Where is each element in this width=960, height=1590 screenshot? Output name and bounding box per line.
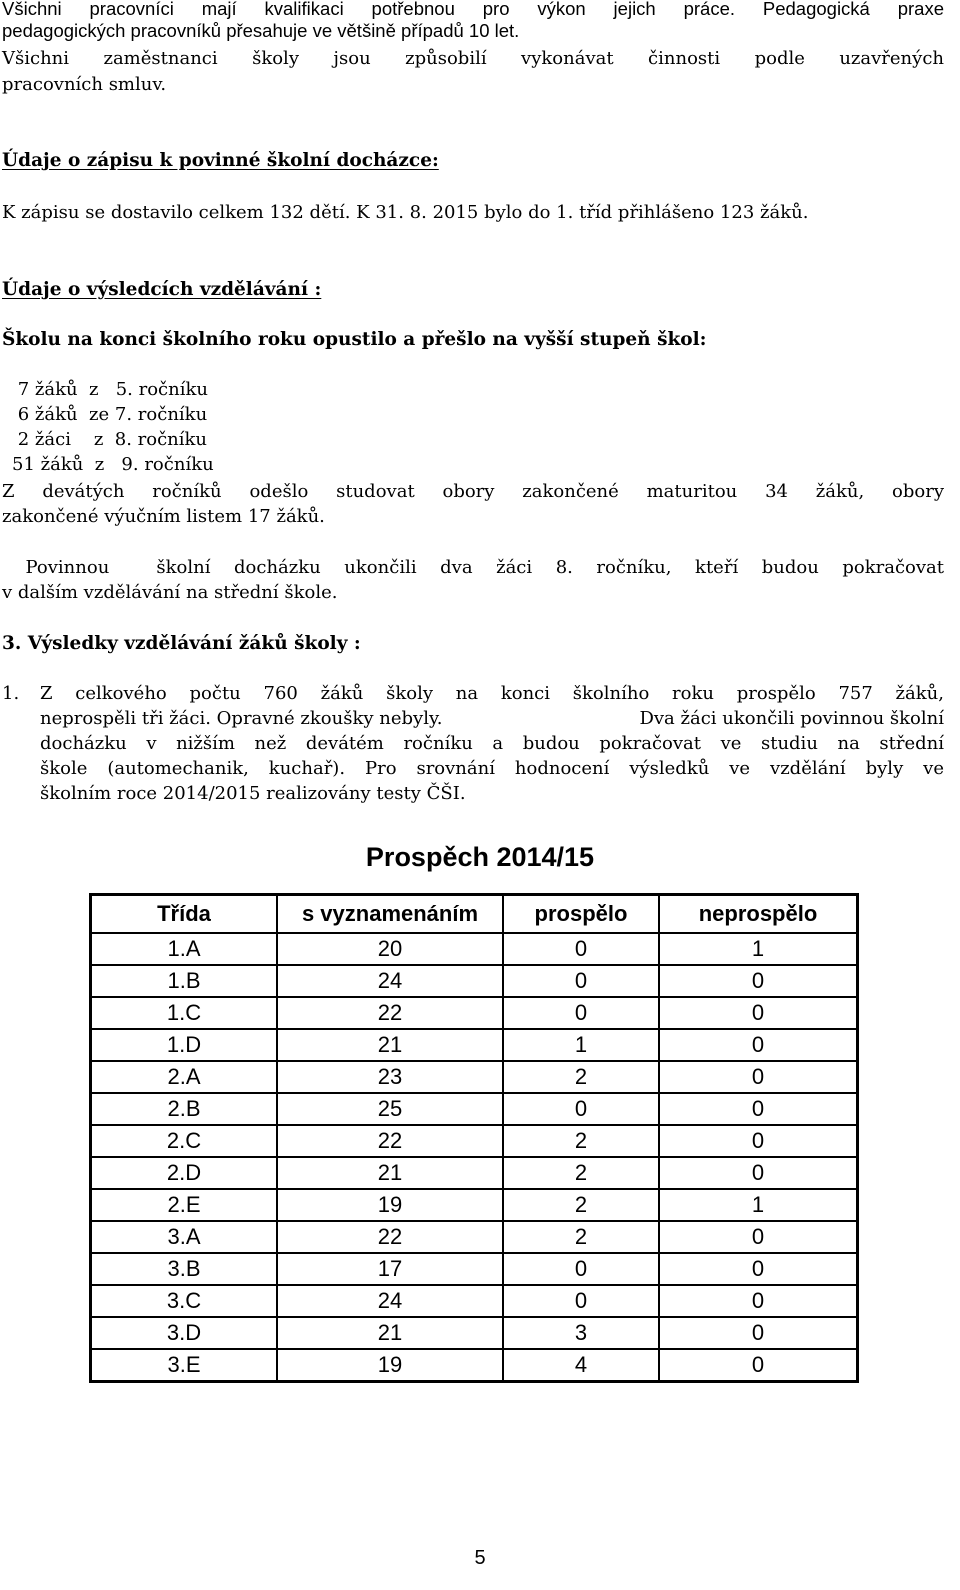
col-header-honors: s vyznamenáním [277,895,503,934]
cell-honors: 21 [277,1029,503,1061]
cell-failed: 0 [659,1221,858,1253]
ninth-grade-line-2: zakončené výučním listem 17 žáků. [2,506,325,527]
cell-class: 2.D [91,1157,278,1189]
table-row [91,1093,858,1125]
grades-table [89,893,859,1383]
cell-honors: 22 [277,1221,503,1253]
cell-failed: 0 [659,1317,858,1349]
cell-passed: 1 [503,1029,659,1061]
cell-class: 3.D [91,1317,278,1349]
table-row [91,1157,858,1189]
cell-class: 3.B [91,1253,278,1285]
table-row [91,997,858,1029]
cell-failed: 1 [659,933,858,965]
cell-honors: 22 [277,1125,503,1157]
cell-honors: 23 [277,1061,503,1093]
cell-passed: 2 [503,1061,659,1093]
cell-failed: 0 [659,1029,858,1061]
cell-class: 3.C [91,1285,278,1317]
section-3-line-2b: Dva žáci ukončili povinnou školní [639,708,944,729]
table-row [91,1061,858,1093]
cell-class: 2.E [91,1189,278,1221]
col-header-passed: prospělo [503,895,659,934]
transfer-item-5: 7 žáků z 5. ročníku [12,379,208,400]
transfer-item-8: 2 žáci z 8. ročníku [12,429,208,450]
cell-passed: 2 [503,1125,659,1157]
cell-class: 1.B [91,965,278,997]
cell-honors: 22 [277,997,503,1029]
staff-line-3: Všichni zaměstnanci školy jsou způsobilí vykonávat činnosti podle uzavřených [2,48,944,69]
staff-line-4: pracovních smluv. [2,74,167,95]
results-subheading: Školu na konci školního roku opustilo a přešlo na vyšší stupeň škol: [2,329,707,350]
table-row [91,1349,858,1382]
cell-honors: 19 [277,1349,503,1382]
section-3-line-4: škole (automechanik, kuchař). Pro srovnání hodnocení výsledků ve vzdělání byly ve [40,758,944,779]
section-3-item-number: 1. [2,683,20,704]
table-row [91,1221,858,1253]
cell-honors: 19 [277,1189,503,1221]
table-row [91,965,858,997]
cell-honors: 24 [277,1285,503,1317]
cell-passed: 2 [503,1189,659,1221]
cell-passed: 0 [503,997,659,1029]
page-number: 5 [474,1547,486,1569]
cell-class: 3.E [91,1349,278,1382]
cell-class: 2.B [91,1093,278,1125]
results-heading: Údaje o výsledcích vzdělávání : [2,279,322,300]
section-3-heading: 3. Výsledky vzdělávání žáků školy : [2,633,361,654]
staff-line-1: Všichni pracovníci mají kvalifikaci potřebnou pro výkon jejich práce. Pedagogická praxe [2,0,944,19]
compulsory-line-1: Povinnou školní docházku ukončili dva žáci 8. ročníku, kteří budou pokračovat [2,557,944,578]
section-3-line-2a: neprospěli tři žáci. Opravné zkoušky nebyly. [40,708,443,729]
transfer-item-7: 6 žáků ze 7. ročníku [12,404,208,425]
cell-failed: 0 [659,965,858,997]
section-3-line-5: školním roce 2014/2015 realizovány testy ČŠI. [40,783,466,804]
cell-class: 2.A [91,1061,278,1093]
cell-class: 2.C [91,1125,278,1157]
transfer-item-9: 51 žáků z 9. ročníku [12,454,214,475]
cell-class: 1.D [91,1029,278,1061]
col-header-class: Třída [91,895,278,934]
cell-failed: 0 [659,1349,858,1382]
cell-honors: 20 [277,933,503,965]
cell-passed: 2 [503,1157,659,1189]
table-row [91,1317,858,1349]
cell-class: 1.A [91,933,278,965]
cell-failed: 0 [659,1061,858,1093]
ninth-grade-line-1: Z devátých ročníků odešlo studovat obory zakončené maturitou 34 žáků, obory [2,481,944,502]
cell-honors: 24 [277,965,503,997]
cell-passed: 0 [503,1285,659,1317]
cell-honors: 21 [277,1317,503,1349]
grades-table-header-row [91,895,858,934]
section-3-line-1: Z celkového počtu 760 žáků školy na konci školního roku prospělo 757 žáků, [40,683,944,704]
cell-class: 1.C [91,997,278,1029]
grades-table-title: Prospěch 2014/15 [365,842,595,872]
table-row [91,1285,858,1317]
cell-honors: 21 [277,1157,503,1189]
cell-passed: 2 [503,1221,659,1253]
cell-passed: 0 [503,1093,659,1125]
cell-honors: 17 [277,1253,503,1285]
section-3-line-3: docházku v nižším než devátém ročníku a budou pokračovat ve studiu na střední [40,733,944,754]
cell-passed: 0 [503,933,659,965]
cell-passed: 0 [503,965,659,997]
table-row [91,933,858,965]
cell-passed: 0 [503,1253,659,1285]
grades-table-body [91,933,858,1382]
table-row [91,1253,858,1285]
cell-class: 3.A [91,1221,278,1253]
cell-failed: 0 [659,1125,858,1157]
cell-failed: 0 [659,1093,858,1125]
section-3-line-2 [40,706,944,731]
compulsory-line-2: v dalším vzdělávání na střední škole. [2,582,338,603]
cell-failed: 0 [659,997,858,1029]
enrollment-text: K zápisu se dostavilo celkem 132 dětí. K 31. 8. 2015 bylo do 1. tříd přihlášeno 123 žáků. [2,202,809,223]
cell-failed: 0 [659,1285,858,1317]
enrollment-heading: Údaje o zápisu k povinné školní docházce: [2,150,439,171]
cell-honors: 25 [277,1093,503,1125]
cell-failed: 1 [659,1189,858,1221]
cell-failed: 0 [659,1157,858,1189]
col-header-failed: neprospělo [659,895,858,934]
table-row [91,1189,858,1221]
table-row [91,1125,858,1157]
cell-passed: 3 [503,1317,659,1349]
table-row [91,1029,858,1061]
cell-failed: 0 [659,1253,858,1285]
cell-passed: 4 [503,1349,659,1382]
staff-line-2: pedagogických pracovníků přesahuje ve většině případů 10 let. [2,20,520,41]
